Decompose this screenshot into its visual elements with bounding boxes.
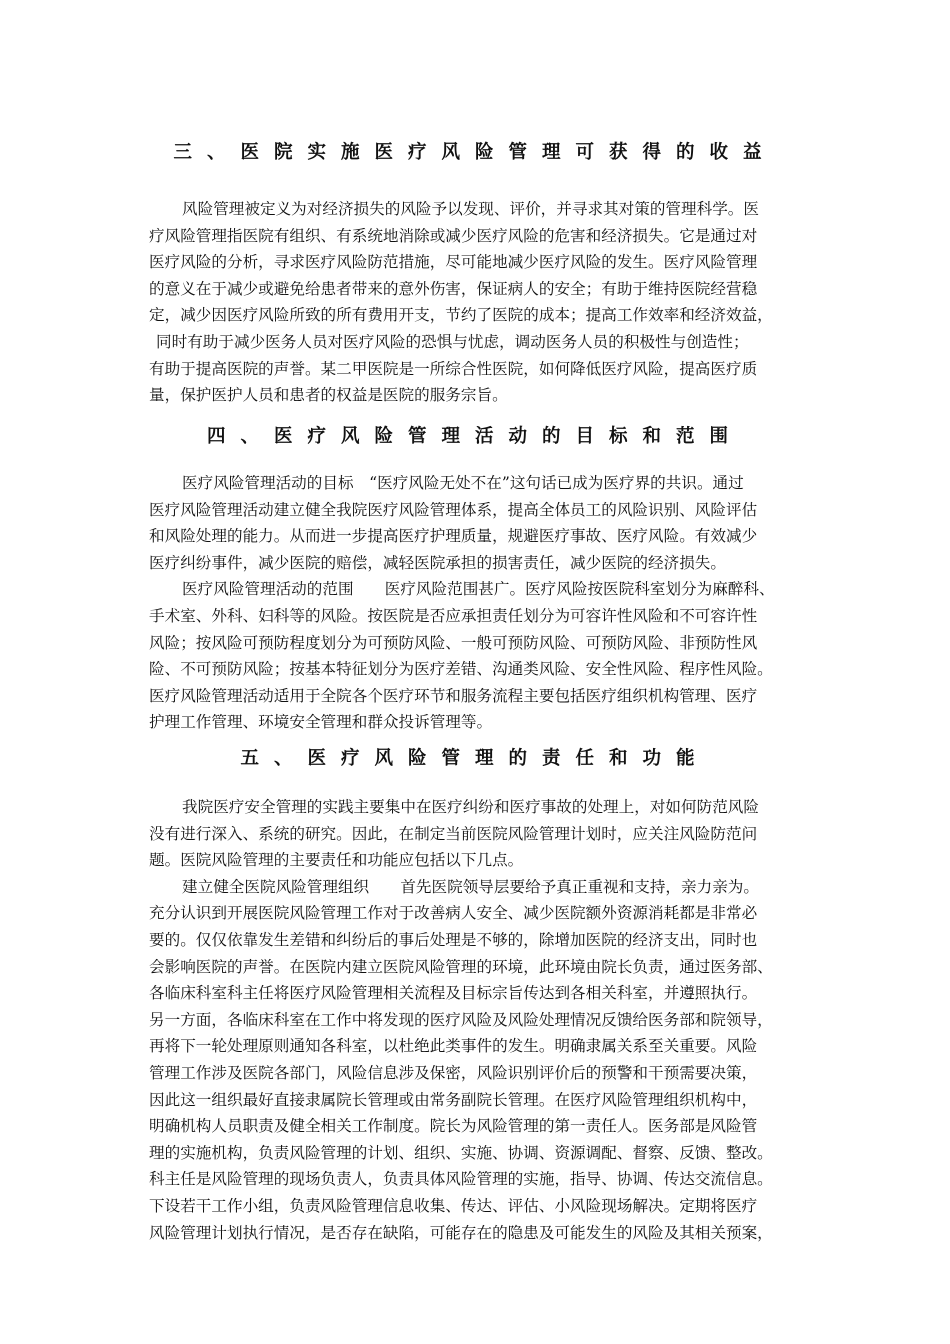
section-5-line: 另一方面，各临床科室在工作中将发现的医疗风险及风险处理情况反馈给医务部和院领导，	[149, 1010, 773, 1029]
section-3-line: 医疗风险的分析，寻求医疗风险防范措施，尽可能地减少医疗风险的发生。医疗风险管理	[149, 253, 758, 272]
section-4-heading: 四、医疗风险管理活动的目标和范围	[206, 426, 743, 447]
section-5-body	[149, 794, 814, 1246]
section-5-line: 充分认识到开展医院风险管理工作对于改善病人安全、减少医院额外资源消耗都是非常必	[149, 904, 758, 923]
section-5-line: 风险管理计划执行情况，是否存在缺陷，可能存在的隐患及可能发生的风险及其相关预案，	[149, 1223, 773, 1242]
section-5-line: 下设若干工作小组，负责风险管理信息收集、传达、评估、小风险现场解决。定期将医疗	[149, 1196, 758, 1215]
section-5-line: 再将下一轮处理原则通知各科室，以杜绝此类事件的发生。明确隶属关系至关重要。风险	[149, 1037, 758, 1056]
section-5-line: 因此这一组织最好直接隶属院长管理或由常务副院长管理。在医疗风险管理组织机构中，	[149, 1090, 758, 1109]
section-4-line: 医疗风险管理活动建立健全我院医疗风险管理体系，提高全体员工的风险识别、风险评估	[149, 500, 758, 519]
section-5-line: 明确机构人员职责及健全相关工作制度。院长为风险管理的第一责任人。医务部是风险管	[149, 1117, 758, 1136]
section-3-heading: 三、医院实施医疗风险管理可获得的收益	[173, 142, 777, 163]
section-3-line: 量，保护医护人员和患者的权益是医院的服务宗旨。	[149, 386, 508, 405]
section-5-line: 理的实施机构，负责风险管理的计划、组织、实施、协调、资源调配、督察、反馈、整改。	[149, 1143, 773, 1162]
section-5-line: 建立健全医院风险管理组织 首先医院领导层要给予真正重视和支持，亲力亲为。	[182, 877, 759, 896]
section-3-body	[149, 196, 814, 409]
section-4-line: 医疗风险管理活动的范围 医疗风险范围甚广。医疗风险按医院科室划分为麻醉科、	[182, 580, 775, 599]
section-4-line: 险、不可预防风险；按基本特征划分为医疗差错、沟通类风险、安全性风险、程序性风险。	[149, 660, 773, 679]
section-5-line: 会影响医院的声誉。在医院内建立医院风险管理的环境，此环境由院长负责，通过医务部、	[149, 957, 773, 976]
section-3-line: 定，减少因医疗风险所致的所有费用开支，节约了医院的成本；提高工作效率和经济效益，	[149, 306, 773, 325]
section-4-line: 和风险处理的能力。从而进一步提高医疗护理质量，规避医疗事故、医疗风险。有效减少	[149, 527, 758, 546]
section-5-line: 管理工作涉及医院各部门，风险信息涉及保密，风险识别评价后的预警和干预需要决策，	[149, 1063, 758, 1082]
section-5-line: 没有进行深入、系统的研究。因此，在制定当前医院风险管理计划时，应关注风险防范问	[149, 824, 758, 843]
section-3-line: 疗风险管理指医院有组织、有系统地消除或减少医疗风险的危害和经济损失。它是通过对	[149, 226, 758, 245]
section-5-line: 我院医疗安全管理的实践主要集中在医疗纠纷和医疗事故的处理上，对如何防范风险	[182, 798, 759, 816]
section-3-line: 风险管理被定义为对经济损失的风险予以发现、评价，并寻求其对策的管理科学。医	[182, 200, 759, 218]
section-5-heading: 五、医疗风险管理的责任和功能	[240, 748, 710, 769]
section-4-line: 医疗风险管理活动的目标 “医疗风险无处不在”这句话已成为医疗界的共识。通过	[182, 474, 744, 492]
section-4-line: 风险；按风险可预防程度划分为可预防风险、一般可预防风险、可预防风险、非预防性风	[149, 633, 758, 652]
section-4-line: 手术室、外科、妇科等的风险。按医院是否应承担责任划分为可容许性风险和不可容许性	[149, 606, 758, 625]
section-4-body	[149, 470, 814, 736]
section-3-line: 同时有助于减少医务人员对医疗风险的恐惧与忧虑，调动医务人员的积极性与创造性；	[156, 332, 749, 351]
section-5-line: 各临床科室科主任将医疗风险管理相关流程及目标宗旨传达到各相关科室，并遵照执行。	[149, 984, 758, 1003]
section-4-line: 医疗纠纷事件，减少医院的赔偿，减轻医院承担的损害责任，减少医院的经济损失。	[149, 553, 726, 572]
section-5-line: 题。医院风险管理的主要责任和功能应包括以下几点。	[149, 851, 524, 870]
section-4-line: 医疗风险管理活动适用于全院各个医疗环节和服务流程主要包括医疗组织机构管理、医疗	[149, 686, 758, 705]
section-5-line: 科主任是风险管理的现场负责人，负责具体风险管理的实施，指导、协调、传达交流信息。	[149, 1170, 773, 1189]
section-4-line: 护理工作管理、环境安全管理和群众投诉管理等。	[149, 713, 493, 732]
section-3-line: 的意义在于减少或避免给患者带来的意外伤害，保证病人的安全；有助于维持医院经营稳	[149, 279, 758, 298]
section-5-line: 要的。仅仅依靠发生差错和纠纷后的事后处理是不够的，除增加医院的经济支出，同时也	[149, 930, 758, 949]
section-3-line: 有助于提高医院的声誉。某二甲医院是一所综合性医院，如何降低医疗风险，提高医疗质	[149, 359, 758, 378]
